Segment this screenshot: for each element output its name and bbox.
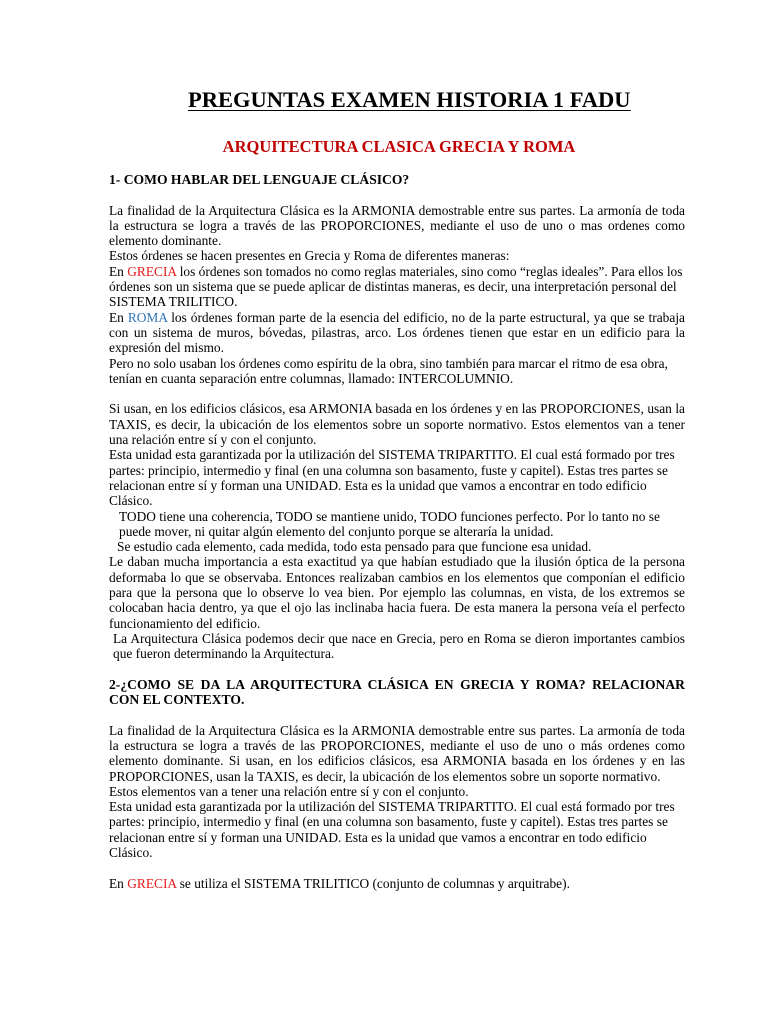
q1-roma-prefix: En <box>109 309 128 325</box>
spacer <box>109 707 685 722</box>
q1-grecia-prefix: En <box>109 263 128 279</box>
q1-paragraph-roma <box>109 310 685 356</box>
q2-paragraph-3: Esta unidad esta garantizada por la utilización del SISTEMA TRIPARTITO. El cual está formado por tres partes: principio, intermedio y final (en una columna son basamento, fuste y capitel). Estas tres partes se relacionan entre sí y forman una UNIDAD. Esta es la unidad que vamos a encontrar en todo edificio Clásico. <box>109 799 675 861</box>
q1-roma-text: los órdenes forman parte de la esencia del edificio, no de la parte estructural, ya que se trabaja con un sistema de muros, bóvedas, pilastras, arco. Los órdenes tienen que estar en un edificio para la expresión del mismo. <box>109 309 685 356</box>
grecia-highlight: GRECIA <box>127 875 177 891</box>
q1-paragraph-6: Si usan, en los edificios clásicos, esa ARMONIA basada en los órdenes y en las PROPORCIONES, usan la TAXIS, es decir, la ubicación de los elementos sobre un soporte normativo. Estos elementos van a tener una relación entre sí y con el conjunto. <box>109 401 685 448</box>
q1-paragraph-10: Le daban mucha importancia a esta exactitud ya que habían estudiado que la ilusión óptica de la persona deformaba lo que se observaba. Entonces realizaban cambios en los elementos que componían el edificio para que la persona que lo observe lo vea bien. Por ejemplo las columnas, en vista, de los extremos se colocaban hacia dentro, ya que el ojo las inclinaba hacia fuera. De esta manera la persona veía el perfecto funcionamiento del edificio. <box>109 554 685 631</box>
roma-highlight: ROMA <box>127 309 168 325</box>
q1-paragraph-grecia <box>109 264 685 310</box>
q2-paragraph-grecia <box>109 876 685 891</box>
q2-paragraph-1: La finalidad de la Arquitectura Clásica es la ARMONIA demostrable entre sus partes. La armonía de toda la estructura se logra a través de las PROPORCIONES, mediante el uso de uno o más ordenes como elemento dominante. Si usan, en los edificios clásicos, esa ARMONIA basada en los órdenes y en las PROPORCIONES, usan la TAXIS, es decir, la ubicación de los elementos sobre un soporte normativo. <box>109 722 685 784</box>
question-2-heading: 2-¿COMO SE DA LA ARQUITECTURA CLÁSICA EN GRECIA Y ROMA? RELACIONAR CON EL CONTEXTO. <box>109 676 685 708</box>
q1-grecia-text: los órdenes son tomados no como reglas materiales, sino como “reglas ideales”. Para ellos los órdenes son un sistema que se puede aplicar de distintas maneras, es decir, una interpretación personal del SISTEMA TRILITICO. <box>109 263 683 310</box>
document-subtitle: ARQUITECTURA CLASICA GRECIA Y ROMA <box>222 137 576 156</box>
question-1-heading: 1- COMO HABLAR DEL LENGUAJE CLÁSICO? <box>109 172 410 187</box>
q2-paragraph-2: Estos elementos van a tener una relación entre sí y con el conjunto. <box>109 783 469 799</box>
q2-grecia-text: se utiliza el SISTEMA TRILITICO (conjunto de columnas y arquitrabe). <box>176 875 570 891</box>
spacer <box>109 386 685 401</box>
grecia-highlight: GRECIA <box>127 263 177 279</box>
document-body <box>109 172 685 891</box>
q1-paragraph-11: La Arquitectura Clásica podemos decir que nace en Grecia, pero en Roma se dieron importantes cambios que fueron determinando la Arquitectura. <box>113 630 685 662</box>
q1-paragraph-2: Estos órdenes se hacen presentes en Grecia y Roma de diferentes maneras: <box>109 248 510 264</box>
q2-grecia-prefix: En <box>109 875 128 891</box>
document-title: PREGUNTAS EXAMEN HISTORIA 1 FADU <box>188 87 631 112</box>
spacer <box>109 860 685 875</box>
q1-paragraph-1: La finalidad de la Arquitectura Clásica es la ARMONIA demostrable entre sus partes. La armonía de toda la estructura se logra a través de las PROPORCIONES, mediante el uso de uno o mas ordenes como elemento dominante. <box>109 202 685 249</box>
q1-paragraph-5: Pero no solo usaban los órdenes como espíritu de la obra, sino también para marcar el ritmo de esa obra, tenían en cuanta separación entre columnas, llamado: INTERCOLUMNIO. <box>109 355 668 386</box>
q1-paragraph-7: Esta unidad esta garantizada por la utilización del SISTEMA TRIPARTITO. El cual está formado por tres partes: principio, intermedio y final (en una columna son basamento, fuste y capitel). Estas tres partes se relacionan entre sí y forman una UNIDAD. Esta es la unidad que vamos a encontrar en todo edificio Clásico. <box>109 447 675 509</box>
spacer <box>109 662 685 677</box>
q1-paragraph-9: Se estudio cada elemento, cada medida, todo esta pensado para que funcione esa unidad. <box>117 539 592 555</box>
q1-paragraph-8: TODO tiene una coherencia, TODO se mantiene unido, TODO funciones perfecto. Por lo tanto no se puede mover, ni quitar algún elemento del conjunto porque se alteraría la unidad. <box>119 508 660 539</box>
spacer <box>109 187 685 202</box>
